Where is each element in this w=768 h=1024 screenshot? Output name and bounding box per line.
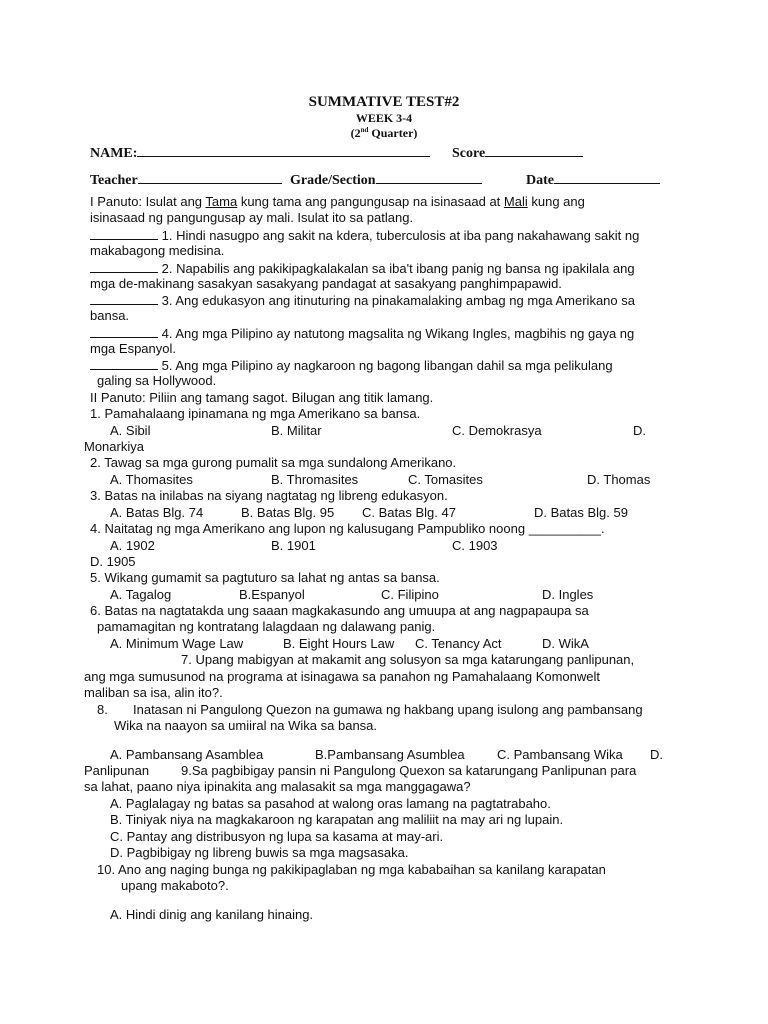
part2-q6: 6. Batas na nagtatakda ung saaan magkakasundo ang umuupa at ang nagpapaupa sa	[90, 603, 589, 618]
part1-item-3: 3. Ang edukasyon ang itinuturing na pinakamalaking ambag ng mga Amerikano sa	[90, 292, 635, 309]
part1-item-5-cont: galing sa Hollywood.	[97, 373, 217, 388]
q8-choice-c[interactable]: C. Pambansang Wika	[497, 747, 623, 762]
part2-q3: 3. Batas na inilabas na siyang nagtatag ng libreng edukasyon.	[90, 488, 448, 503]
teacher-field[interactable]	[138, 170, 282, 184]
q4-choice-d[interactable]: D. 1905	[90, 554, 136, 569]
q1-choice-c[interactable]: C. Demokrasya	[452, 423, 542, 438]
part2-q5: 5. Wikang gumamit sa pagtuturo sa lahat ng antas sa bansa.	[90, 570, 440, 585]
part2-q7-cont2: maliban sa isa, alin ito?.	[84, 685, 223, 700]
part1-item-1: 1. Hindi nasugpo ang sakit na kdera, tuberculosis at iba pang nakahawang sakit ng	[90, 227, 639, 244]
date-label: Date	[526, 173, 554, 188]
score-label: Score	[452, 146, 486, 161]
q1-choice-a[interactable]: A. Sibil	[110, 423, 151, 438]
date-row	[526, 170, 660, 189]
name-row	[90, 143, 430, 162]
part2-q2: 2. Tawag sa mga gurong pumalit sa mga sundalong Amerikano.	[90, 455, 457, 470]
q9-choice-a[interactable]: A. Paglalagay ng batas sa pasahod at walong oras lamang na pagtatrabaho.	[110, 796, 551, 811]
part2-q8-number: 8.	[97, 702, 108, 717]
part1-item-3-cont: bansa.	[90, 308, 130, 323]
answer-blank[interactable]	[90, 292, 158, 305]
part1-item-1-cont: makabagong medisina.	[90, 243, 225, 258]
answer-blank[interactable]	[90, 227, 158, 240]
q1-choice-d[interactable]: D.	[633, 423, 646, 438]
name-label: NAME:	[90, 146, 138, 161]
q1-choice-d-text: Monarkiya	[84, 439, 144, 454]
part2-q8-cont: Wika na naayon sa umiiral na Wika sa bansa.	[114, 718, 378, 733]
part2-q9-cont: sa lahat, paano niya ipinakita ang malasakit sa mga manggagawa?	[84, 779, 471, 794]
q2-choice-b[interactable]: B. Thromasites	[271, 472, 359, 487]
part2-q6-cont: pamamagitan ng kontratang lalagdaan ng dalawang panig.	[97, 619, 436, 634]
score-row	[452, 143, 583, 162]
part2-q10: 10. Ano ang naging bunga ng pakikipaglaban ng mga kababaihan sa kanilang karapatan	[97, 862, 606, 877]
q9-choice-d[interactable]: D. Pagbibigay ng libreng buwis sa mga magsasaka.	[110, 845, 409, 860]
q9-choice-b[interactable]: B. Tiniyak niya na magkakaroon ng karapatan ang maliliit na may ari ng lupain.	[110, 812, 564, 827]
q9-choice-c[interactable]: C. Pantay ang distribusyon ng lupa sa kasama at may-ari.	[110, 829, 444, 844]
q2-choice-c[interactable]: C. Tomasites	[408, 472, 483, 487]
name-field[interactable]	[137, 143, 430, 157]
answer-blank[interactable]	[90, 260, 158, 273]
quarter-label: (2nd Quarter)	[350, 126, 418, 140]
teacher-label: Teacher	[90, 173, 138, 188]
q4-choice-a[interactable]: A. 1902	[110, 538, 155, 553]
q8-choice-b[interactable]: B.Pambansang Asumblea	[315, 747, 465, 762]
part1-instructions-line2: isinasaad ng pangungusap ay mali. Isulat ito sa patlang.	[90, 210, 414, 225]
part2-q1: 1. Pamahalaang ipinamana ng mga Amerikano sa bansa.	[90, 406, 421, 421]
q5-choice-d[interactable]: D. Ingles	[542, 587, 594, 602]
q5-choice-c[interactable]: C. Filipino	[381, 587, 439, 602]
q5-choice-b[interactable]: B.Espanyol	[239, 587, 305, 602]
q6-choice-a[interactable]: A. Minimum Wage Law	[110, 636, 244, 651]
q8-choice-d[interactable]: D.	[650, 747, 663, 762]
q8-choice-a[interactable]: A. Pambansang Asamblea	[110, 747, 264, 762]
grade-field[interactable]	[376, 170, 482, 184]
q10-choice-a[interactable]: A. Hindi dinig ang kanilang hinaing.	[110, 907, 314, 922]
part2-q10-cont: upang makaboto?.	[121, 878, 229, 893]
q6-choice-c[interactable]: C. Tenancy Act	[415, 636, 502, 651]
part2-q9: 9.Sa pagbibigay pansin ni Pangulong Quexon sa katarungang Panlipunan para	[181, 763, 637, 778]
answer-blank[interactable]	[90, 357, 158, 370]
q3-choice-a[interactable]: A. Batas Blg. 74	[110, 505, 204, 520]
date-field[interactable]	[554, 170, 660, 184]
part1-item-4: 4. Ang mga Pilipino ay natutong magsalita ng Wikang Ingles, magbihis ng gaya ng	[90, 325, 634, 342]
q8-choice-d-text: Panlipunan	[84, 763, 150, 778]
week-label: WEEK 3-4	[355, 111, 413, 125]
q4-choice-b[interactable]: B. 1901	[271, 538, 316, 553]
part2-q4: 4. Naitatag ng mga Amerikano ang lupon ng kalusugang Pampubliko noong __________.	[90, 521, 605, 536]
part2-q7: 7. Upang mabigyan at makamit ang solusyon sa mga katarungang panlipunan,	[181, 652, 635, 667]
q4-choice-c[interactable]: C. 1903	[452, 538, 498, 553]
grade-label: Grade/Section	[290, 173, 376, 188]
grade-row	[290, 170, 482, 189]
part1-item-2-cont: mga de-makinang sasakyan sasakyang pandagat at sasakyang panghimpapawid.	[90, 276, 562, 291]
part2-q7-cont: ang mga sumusunod na programa at isinagawa sa panahon ng Pamahalaang Komonwelt	[84, 669, 601, 684]
teacher-row	[90, 170, 282, 189]
q6-choice-d[interactable]: D. WikA	[542, 636, 589, 651]
q1-choice-b[interactable]: B. Militar	[271, 423, 322, 438]
part2-q8: Inatasan ni Pangulong Quezon na gumawa ng hakbang upang isulong ang pambansang	[133, 702, 643, 717]
part1-item-2: 2. Napabilis ang pakikipagkalakalan sa iba't ibang panig ng bansa ng ipakilala ang	[90, 260, 635, 277]
q6-choice-b[interactable]: B. Eight Hours Law	[283, 636, 395, 651]
q3-choice-c[interactable]: C. Batas Blg. 47	[362, 505, 456, 520]
q5-choice-a[interactable]: A. Tagalog	[110, 587, 172, 602]
test-title: SUMMATIVE TEST#2	[308, 94, 460, 110]
part1-instructions: I Panuto: Isulat ang Tama kung tama ang pangungusap na isinasaad at Mali kung ang	[90, 194, 585, 209]
part1-item-5: 5. Ang mga Pilipino ay nagkaroon ng bagong libangan dahil sa mga pelikulang	[90, 357, 613, 374]
score-field[interactable]	[485, 143, 583, 157]
part1-item-4-cont: mga Espanyol.	[90, 341, 176, 356]
q3-choice-d[interactable]: D. Batas Blg. 59	[534, 505, 628, 520]
answer-blank[interactable]	[90, 325, 158, 338]
q2-choice-d[interactable]: D. Thomas	[587, 472, 651, 487]
q3-choice-b[interactable]: B. Batas Blg. 95	[241, 505, 335, 520]
q2-choice-a[interactable]: A. Thomasites	[110, 472, 193, 487]
part2-instructions: II Panuto: Piliin ang tamang sagot. Bilugan ang titik lamang.	[90, 390, 434, 405]
